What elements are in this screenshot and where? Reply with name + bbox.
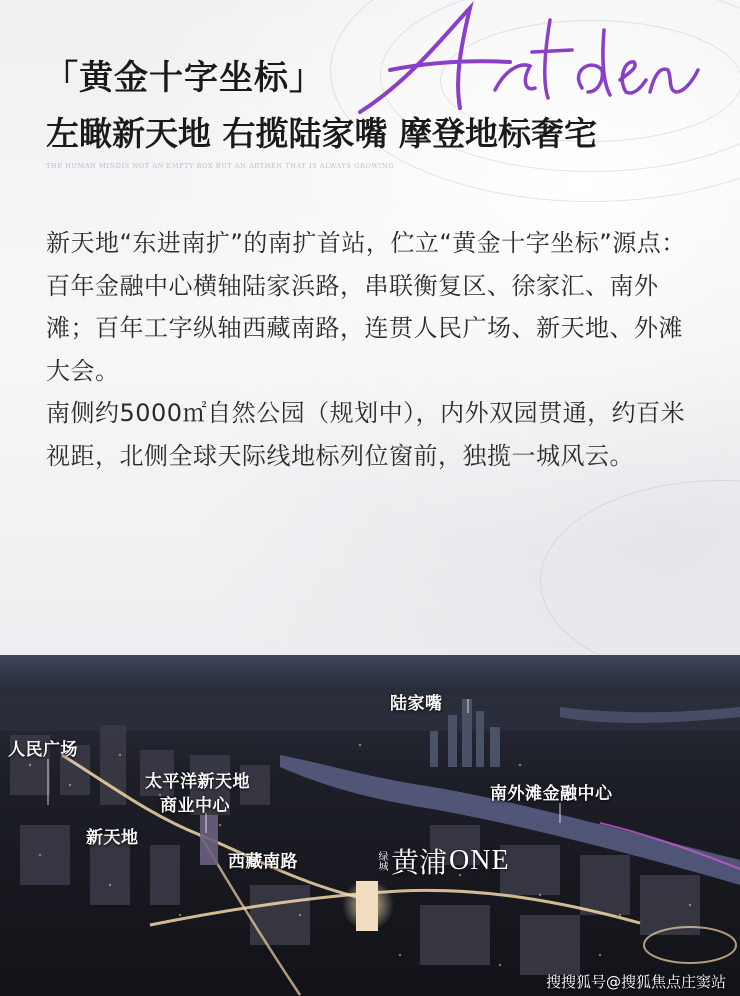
project-logo [376, 841, 510, 881]
description-paragraph: 新天地“东进南扩”的南扩首站，伫立“黄金十字坐标”源点：百年金融中心横轴陆家浜路，串联衡复区、徐家汇、南外滩；百年工字纵轴西藏南路，连贯人民广场、新天地、外滩大会。 [46, 229, 686, 385]
english-tagline: THE HUMAN MINDIS NOT AN EMPTY BOX BUT AN ARTHEN THAT IS ALWAYS GROWING [46, 162, 394, 170]
label-xintiandi: 新天地 [86, 828, 139, 848]
brand-greentown: 绿城 [376, 851, 387, 871]
label-lujiazui: 陆家嘴 [390, 694, 443, 714]
label-commercial-center: 商业中心 [160, 796, 230, 816]
label-taipingyang-xintiandi: 太平洋新天地 [145, 772, 250, 792]
description-text [46, 222, 706, 477]
project-tower [356, 881, 378, 931]
brand-one: ONE [449, 845, 510, 876]
brand-huangpu: 黄浦 [391, 846, 448, 879]
water-ripple-decoration [540, 480, 740, 655]
source-watermark: 搜搜狐号@搜狐焦点庄窦站 [545, 973, 726, 991]
label-south-bund-financial-center: 南外滩金融中心 [490, 784, 613, 804]
label-renmin-square: 人民广场 [8, 740, 78, 760]
aerial-city-photo [0, 655, 740, 996]
sky [0, 655, 740, 695]
page-title: 「黄金十字坐标」 [44, 58, 324, 98]
label-xizang-south-road: 西藏南路 [228, 852, 298, 872]
page-subtitle: 左瞰新天地 右揽陆家嘴 摩登地标奢宅 [46, 114, 597, 153]
description-paragraph: 南侧约5000㎡自然公园（规划中），内外双园贯通，约百米视距，北侧全球天际线地标列位窗前，独揽一城风云。 [46, 399, 686, 470]
